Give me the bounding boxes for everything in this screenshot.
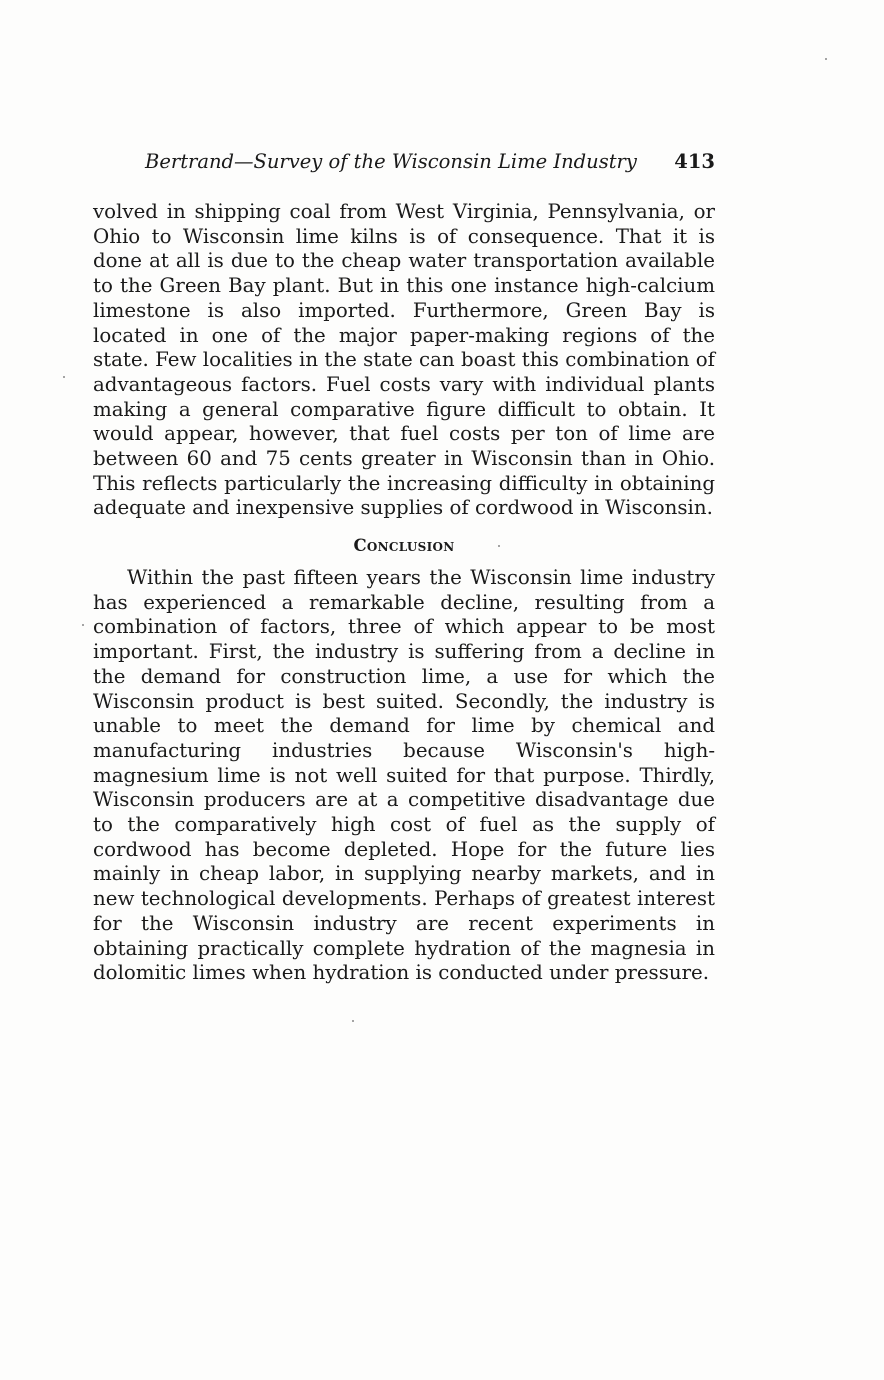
page-number: 413	[674, 150, 715, 173]
running-header	[145, 150, 715, 178]
section-heading-conclusion: Conclusion	[353, 536, 455, 555]
running-title: Bertrand—Survey of the Wisconsin Lime Industry	[145, 150, 637, 173]
body-paragraph-conclusion: Within the past fifteen years the Wisconsin lime industry has experienced a remarkable decline, resulting from a combination of factors, three of which appear to be most important. First, the industry is suffering from a decline in the demand for construction lime, a use for which the Wisconsin product is best suited. Secondly, the industry is unable to meet the demand for lime by chemical and manufacturing industries because Wisconsin's high-magnesium lime is not well suited for that purpose. Thirdly, Wisconsin producers are at a competitive disadvantage due to the comparatively high cost of fuel as the supply of cordwood has become depleted. Hope for the future lies mainly in cheap labor, in supplying nearby markets, and in new technological developments. Perhaps of greatest interest for the Wisconsin industry are recent experiments in obtaining practically complete hydration of the magnesia in dolomitic limes when hydration is conducted under pressure.	[93, 566, 715, 985]
body-paragraph-continuation: volved in shipping coal from West Virginia, Pennsylvania, or Ohio to Wisconsin lime kilns is of consequence. That it is done at all is due to the cheap water transportation available to the Green Bay plant. But in this one instance high-calcium limestone is also imported. Furthermore, Green Bay is located in one of the major paper-making regions of the state. Few localities in the state can boast this combination of advantageous factors. Fuel costs vary with individual plants making a general comparative figure difficult to obtain. It would appear, however, that fuel costs per ton of lime are between 60 and 75 cents greater in Wisconsin than in Ohio. This reflects particularly the increasing difficulty in obtaining adequate and inexpensive supplies of cordwood in Wisconsin.	[93, 200, 715, 520]
